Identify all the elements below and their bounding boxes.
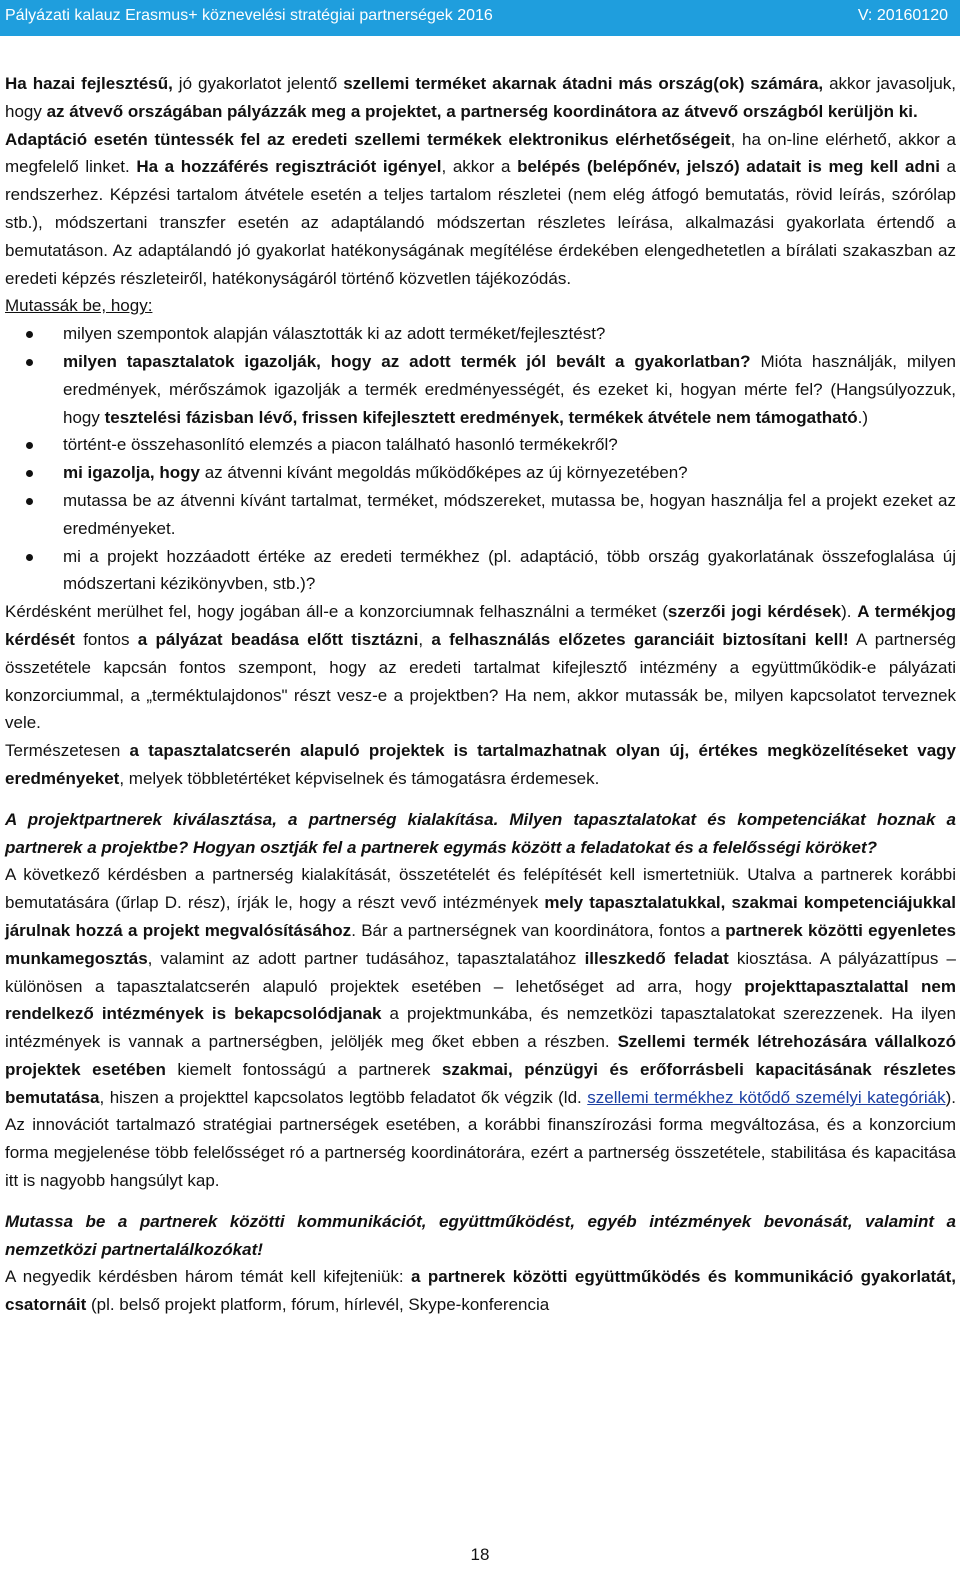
- text: akkor javasoljuk, hogy: [5, 74, 957, 121]
- bullet-icon: [26, 470, 33, 477]
- text-bold: illeszkedő feladat: [584, 948, 729, 968]
- text-bold: milyen tapasztalatok igazolják, hogy az adott termék jól bevált a gyakorlatban?: [63, 351, 751, 371]
- text: A partnerség összetétele kapcsán fontos szempont, hogy az eredeti tartalmat kifejlesztő intézmény a együttműködik-e pályázati konzorciummal, a „terméktulajdonos" részt vesz-e a projektben? Ha nem, akkor mutassák be, milyen kapcsolatot terveznek vele.: [5, 629, 956, 733]
- page-header: [0, 0, 960, 36]
- text: . Bár a partnerségnek van koordinátora, fontos a: [351, 920, 726, 940]
- paragraph-partnership: [5, 861, 956, 1195]
- bullet-icon: [26, 554, 33, 561]
- text-bold: belépés (belépőnév, jelszó) adatait is meg kell adni: [517, 157, 940, 177]
- personnel-categories-link[interactable]: szellemi termékhez kötődő személyi kategóriák: [587, 1087, 946, 1107]
- text-bold: Adaptáció esetén tüntessék fel az eredeti szellemi termékek elektronikus elérhetőségeit: [5, 129, 731, 149]
- list-item: [5, 320, 956, 348]
- text: .): [857, 407, 869, 427]
- text: Természetesen: [5, 741, 130, 761]
- text: (pl. belső projekt platform, fórum, hírlevél, Skype-konferencia: [86, 1295, 550, 1315]
- text: a rendszerhez. Képzési tartalom átvétele esetén a teljes tartalom részletei (nem elég átfogó bemutatás, rövid leírás, szórólap stb.), módszertani transzfer esetén az adaptálandó módszertan részletes leírása, alkalmazási gyakorlata értendő a bemutatáson. Az adaptálandó jó gyakorlat hatékonyságának megítélése érdekében elengedhetetlen a bírálati szakaszban az eredeti képzés részleteiről, hatékonyságáról történő közvetlen tájékozódás.: [5, 157, 957, 288]
- paragraph-exchange: [5, 737, 956, 793]
- text-bold: a felhasználás előzetes garanciáit biztosítani kell!: [431, 629, 849, 649]
- text-bold: a pályázat beadása előtt tisztázni: [137, 629, 419, 649]
- text-bold: tesztelési fázisban lévő, frissen kifejlesztett eredmények, termékek átvétele nem támogatható: [104, 407, 858, 427]
- bullet-icon: [26, 359, 33, 366]
- text: mi a projekt hozzáadott értéke az eredeti termékhez (pl. adaptáció, több ország gyakorlatának összefoglalása új módszertani kézikönyvben, stb.)?: [63, 546, 956, 594]
- section-heading: [5, 806, 956, 862]
- section-heading: [5, 1208, 956, 1264]
- text-bold: partnerek közötti egyenletes munkamegosztás: [5, 920, 957, 968]
- text: ,: [418, 629, 432, 649]
- paragraph-communication: [5, 1263, 956, 1319]
- text: ). Az innovációt tartalmazó stratégiai partnerségek esetében, a korábbi finanszírozási forma megváltozása, és a konzorcium forma megjelenése több felelősséget ró a partnerség koordinátorára, ezért a partnerség összetétele, stabilitása és kapacitása itt is nagyobb hangsúlyt kap.: [5, 1087, 956, 1191]
- list-item: [5, 431, 956, 459]
- text-bold: mi igazolja, hogy: [63, 463, 200, 483]
- text: Kérdésként merülhet fel, hogy jogában áll-e a konzorciumnak felhasználni a terméket (: [5, 602, 668, 622]
- header-title: Pályázati kalauz Erasmus+ köznevelési stratégiai partnerségek 2016: [5, 7, 493, 24]
- text: , akkor a: [441, 157, 518, 177]
- text: kiemelt fontosságú a partnerek: [165, 1059, 442, 1079]
- list-item: [5, 543, 956, 599]
- paragraph-adaptation: [5, 70, 956, 292]
- list-item: [5, 459, 956, 487]
- bullet-icon: [26, 498, 33, 505]
- text: az átvenni kívánt megoldás működőképes az új környezetében?: [199, 463, 688, 483]
- text: , hiszen a projekttel kapcsolatos legtöbb feladatot ők végzik (ld.: [99, 1087, 588, 1107]
- bullet-icon: [26, 442, 33, 449]
- heading-text: A projektpartnerek kiválasztása, a partnerség kialakítása. Milyen tapasztalatokat és kompetenciákat hoznak a partnerek a projektbe? Hogyan osztják fel a partnerek egymás között a feladatokat és a felelősségi köröket?: [5, 809, 956, 857]
- text-bold: szakmai, pénzügyi és erőforrásbeli kapacitásának részletes bemutatása: [5, 1059, 956, 1107]
- text-bold: a partnerek közötti együttműködés és kommunikáció gyakorlatát, csatornáit: [5, 1267, 957, 1315]
- text: a projektmunkába, és nemzetközi tapasztalatokat szerezzenek. Ha ilyen intézmények is vannak a partnerségben, jelöljék meg őket ebben a részben.: [5, 1004, 956, 1052]
- page-number: 18: [470, 1545, 490, 1564]
- text: kiosztása. A pályázattípus – különösen a tapasztalatcserén alapuló projektek esetében – lehetőséget ad arra, hogy: [5, 948, 956, 996]
- text: , valamint az adott partner tudásához, tapasztalatához: [147, 948, 585, 968]
- bullet-list: [5, 320, 956, 598]
- text-bold: projekttapasztalattal nem rendelkező intézmények is bekapcsolódjanak: [5, 976, 956, 1024]
- text-bold: mely tapasztalatukkal, szakmai kompetenciájukkal járulnak hozzá a projekt megvalósításához: [5, 893, 956, 940]
- text-bold: A termékjog kérdését: [5, 602, 956, 649]
- text: Mióta használják, milyen eredmények, mérőszámok igazolják a termék eredményességét, és ezeket ki, hogyan mérte fel? (Hangsúlyozzuk, hogy: [63, 351, 956, 427]
- text: A következő kérdésben a partnerség kialakítását, összetételét és felépítését kell ismertetniük. Utalva a partnerek korábbi bemutatására (űrlap D. rész), írják le, hogy a részt vevő intézmények: [5, 865, 956, 913]
- text-bold: szerzői jogi kérdések: [667, 602, 842, 622]
- text: fontos: [74, 629, 138, 649]
- list-item: [5, 487, 956, 543]
- text: történt-e összehasonlító elemzés a piacon található hasonló termékekről?: [63, 435, 618, 455]
- text-bold: az átvevő országában pályázzák meg a projektet, a partnerség koordinátora az átvevő országból kerüljön ki.: [46, 101, 918, 121]
- text: , melyek többletértéket képviselnek és támogatásra érdemesek.: [119, 768, 600, 788]
- text-bold: a tapasztalatcserén alapuló projektek is tartalmazhatnak olyan új, értékes megközelítéseket vagy eredményeket: [5, 741, 956, 788]
- text: , ha on-line elérhető, akkor a megfelelő linket.: [5, 129, 957, 177]
- text-bold: Szellemi termék létrehozására vállalkozó projektek esetében: [5, 1032, 956, 1079]
- list-item: [5, 348, 956, 431]
- text: ).: [841, 602, 858, 622]
- text-bold: Ha a hozzáférés regisztrációt igényel: [136, 157, 442, 177]
- intro-line: [5, 292, 956, 320]
- document-body: [5, 70, 956, 1319]
- text: A negyedik kérdésben három témát kell kifejteniük:: [5, 1267, 412, 1287]
- heading-text: Mutassa be a partnerek közötti kommunikációt, együttműködést, egyéb intézmények bevonását, valamint a nemzetközi partnertalálkozókat!: [5, 1211, 956, 1259]
- text-bold: szellemi terméket akarnak átadni más ország(ok) számára,: [343, 74, 824, 93]
- text: jó gyakorlatot jelentő: [172, 74, 344, 93]
- text: milyen szempontok alapján választották ki az adott terméket/fejlesztést?: [63, 324, 606, 344]
- text: mutassa be az átvenni kívánt tartalmat, terméket, módszereket, mutassa be, hogyan használja fel a projekt ezeket az eredményeket.: [63, 490, 956, 538]
- header-version: V: 20160120: [857, 7, 948, 24]
- intro-text: Mutassák be, hogy:: [5, 296, 153, 316]
- bullet-icon: [26, 331, 33, 338]
- text-bold: Ha hazai fejlesztésű,: [5, 74, 173, 93]
- paragraph-copyright: [5, 598, 956, 737]
